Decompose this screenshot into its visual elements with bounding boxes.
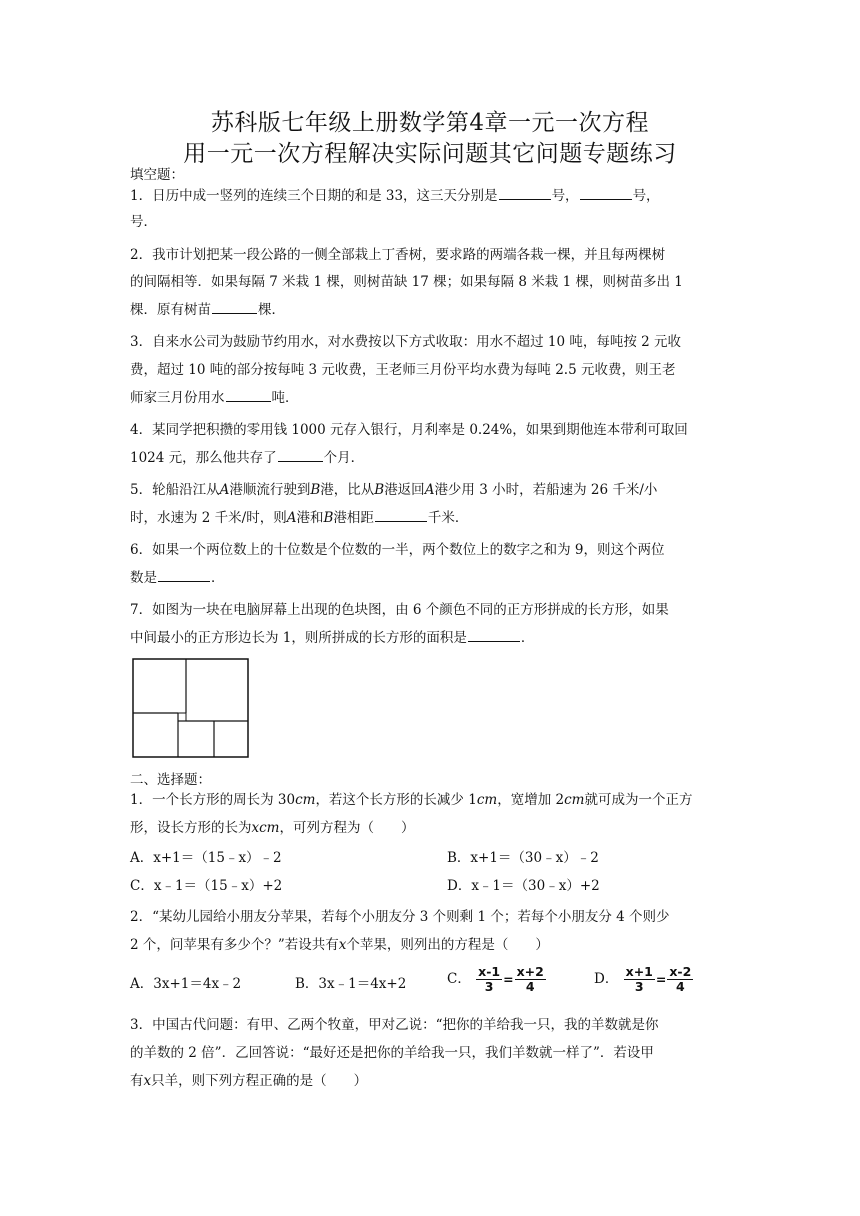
question-choice-1-line2: 形，设长方形的长为xcm，可列方程为（ ）: [130, 820, 415, 836]
choice-1-option-a[interactable]: A．x+1＝（15﹣x）﹣2: [130, 850, 282, 866]
question-fill-1-cont: 号．: [130, 214, 157, 230]
question-fill-6-line2: 数是 ．: [130, 570, 225, 586]
choice-1-option-d[interactable]: D．x﹣1＝（30﹣x）+2: [447, 878, 600, 894]
choice-1-option-c[interactable]: C．x﹣1＝（15﹣x）+2: [130, 878, 283, 894]
question-fill-2-line2: 的间隔相等．如果每隔 7 米栽 1 棵，则树苗缺 17 棵；如果每隔 8 米栽 1 棵，则树苗多出 1: [130, 274, 683, 290]
squares-figure: [132, 658, 249, 758]
title-line-1: 苏科版七年级上册数学第4章一元一次方程: [210, 110, 650, 136]
smallest-square: [178, 713, 186, 721]
question-fill-5-line2: 时，水速为 2 千米/时，则A港和B港相距 千米．: [130, 510, 469, 526]
answer-blank[interactable]: [226, 388, 271, 402]
question-choice-3-line2: 的羊数的 2 倍”．乙回答说：“最好还是把你的羊给我一只，我们羊数就一样了”．若设甲: [130, 1045, 654, 1061]
question-fill-1: 1．日历中成一竖列的连续三个日期的和是 33，这三天分别是 号， 号，: [130, 188, 660, 204]
squares-diagram: [132, 658, 249, 758]
question-fill-7-line2: 中间最小的正方形边长为 1，则所拼成的长方形的面积是 ．: [130, 630, 535, 646]
question-fill-2-line3: 棵．原有树苗 棵．: [130, 302, 285, 318]
choice-2-option-a[interactable]: A．3x+1＝4x﹣2: [130, 976, 242, 992]
question-fill-3-line3: 师家三月份用水 吨．: [130, 390, 299, 406]
outer-rectangle: [133, 659, 248, 757]
fraction: $\frac{x-2}{4}$: [669, 964, 692, 994]
choice-2-option-b[interactable]: B．3x﹣1＝4x+2: [295, 976, 407, 992]
question-choice-3-line3: 有x只羊，则下列方程正确的是（ ）: [130, 1073, 368, 1089]
question-fill-4-line2: 1024 元，那么他共存了 个月．: [130, 450, 365, 466]
question-choice-1-line1: 1．一个长方形的周长为 30cm，若这个长方形的长减少 1cm，宽增加 2cm就可成为一个正方: [130, 792, 693, 808]
answer-blank[interactable]: [278, 448, 323, 462]
question-fill-2-line1: 2．我市计划把某一段公路的一侧全部栽上丁香树，要求路的两端各栽一棵，并且每两棵树: [130, 247, 666, 263]
choice-2-option-d[interactable]: D． $\frac{x+1}{3}$ = $\frac{x-2}{4}$: [594, 964, 692, 994]
question-choice-3-line1: 3．中国古代问题：有甲、乙两个牧童，甲对乙说：“把你的羊给我一只，我的羊数就是你: [130, 1017, 659, 1033]
question-choice-2-line2: 2 个，问苹果有多少个？”若设共有x个苹果，则列出的方程是（ ）: [130, 937, 549, 953]
fraction: $\frac{x+1}{3}$: [625, 964, 653, 994]
title-line-2: 用一元一次方程解决实际问题其它问题专题练习: [183, 141, 677, 167]
question-fill-5-line1: 5．轮船沿江从A港顺流行驶到B港，比从B港返回A港少用 3 小时，若船速为 26 千米/小: [130, 482, 658, 498]
fill-section-heading: 填空题：: [130, 167, 184, 183]
answer-blank[interactable]: [375, 508, 427, 522]
question-fill-7-line1: 7．如图为一块在电脑屏幕上出现的色块图，由 6 个颜色不同的正方形拼成的长方形，如果: [130, 602, 669, 618]
question-fill-3-line1: 3．自来水公司为鼓励节约用水，对水费按以下方式收取：用水不超过 10 吨，每吨按 2 元收: [130, 334, 682, 350]
answer-blank[interactable]: [499, 186, 551, 200]
question-fill-6-line1: 6．如果一个两位数上的十位数是个位数的一半，两个数位上的数字之和为 9，则这个两位: [130, 542, 665, 558]
choice-1-option-b[interactable]: B．x+1＝（30﹣x）﹣2: [447, 850, 599, 866]
answer-blank[interactable]: [158, 568, 210, 582]
answer-blank[interactable]: [468, 628, 520, 642]
answer-blank[interactable]: [580, 186, 632, 200]
question-fill-3-line2: 费，超过 10 吨的部分按每吨 3 元收费，王老师三月份平均水费为每吨 2.5 元收费，则王老: [130, 362, 676, 378]
question-fill-4-line1: 4．某同学把积攒的零用钱 1000 元存入银行，月利率是 0.24%，如果到期他连本带利可取回: [130, 422, 688, 438]
question-choice-2-line1: 2．“某幼儿园给小朋友分苹果，若每个小朋友分 3 个则剩 1 个；若每个小朋友分 4 个则少: [130, 909, 670, 925]
answer-blank[interactable]: [212, 300, 257, 314]
choice-section-heading: 二、选择题：: [130, 772, 211, 788]
choice-2-option-c[interactable]: C． $\frac{x-1}{3}$ = $\frac{x+2}{4}$: [447, 964, 544, 994]
fraction: $\frac{x+2}{4}$: [516, 964, 544, 994]
fraction: $\frac{x-1}{3}$: [478, 964, 501, 994]
